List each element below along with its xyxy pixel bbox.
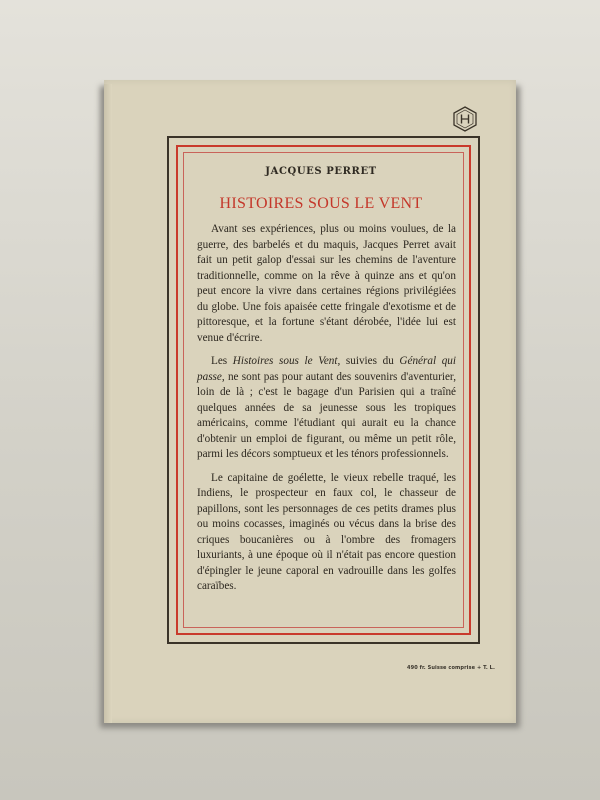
publisher-hexagon-h-icon [452,106,478,132]
blurb-paragraph [197,354,456,463]
book-title: HISTOIRES SOUS LE VENT [219,195,423,212]
price-line: 490 fr. Suisse comprise + T. L. [407,665,495,671]
paragraph-text: suivies du [340,355,400,367]
author-name: JACQUES PERRET [265,166,377,177]
italic-work-title: Histoires sous le Vent, [232,355,341,367]
blurb-paragraph [197,471,456,595]
blurb-paragraph [197,222,456,346]
italic-work-title: Général qui passe, [197,355,456,383]
paragraph-text: Les [211,355,233,367]
blurb-text [197,222,456,603]
paragraph-text: Le capitaine de goélette, le vieux rebelle traqué, les Indiens, le prospecteur en faux col, le chasseur de papillons, sont les personnages de ces petits drames plus ou moins cocasses, imaginés ou vécus dans la brise des criques boucanières ou à l'ombre des fromagers luxuriants, à une époque où il n'était pas encore question d'épingler le jeune caporal en vadrouille dans les golfes caraïbes. [197,471,456,592]
paragraph-text: ne sont pas pour autant des souvenirs d'aventurier, loin de là ; c'est le bagage d'un Parisien qui a traîné quelques années de sa jeunesse sous les tropiques américains, comme l'étudiant qui aurait eu la chance d'obtenir un emploi de figurant, ou même un petit rôle, parmi les décors somptueux et les ténors professionnels. [197,370,456,460]
book-spine-edge [104,84,112,723]
paragraph-text: Avant ses expériences, plus ou moins voulues, de la guerre, des barbelés et du maquis, Jacques Perret avait fait un petit galop d'essai sur les chemins de l'aventure traditionnelle, comme on la rêve à quinze ans et qu'on peut encore la vivre dans certaines régions privilégiées du globe. Une fois apaisée cette fringale d'exotisme et de pittoresque, et la fortune s'étant dérobée, l'idée lui est venue d'écrire. [197,223,456,344]
